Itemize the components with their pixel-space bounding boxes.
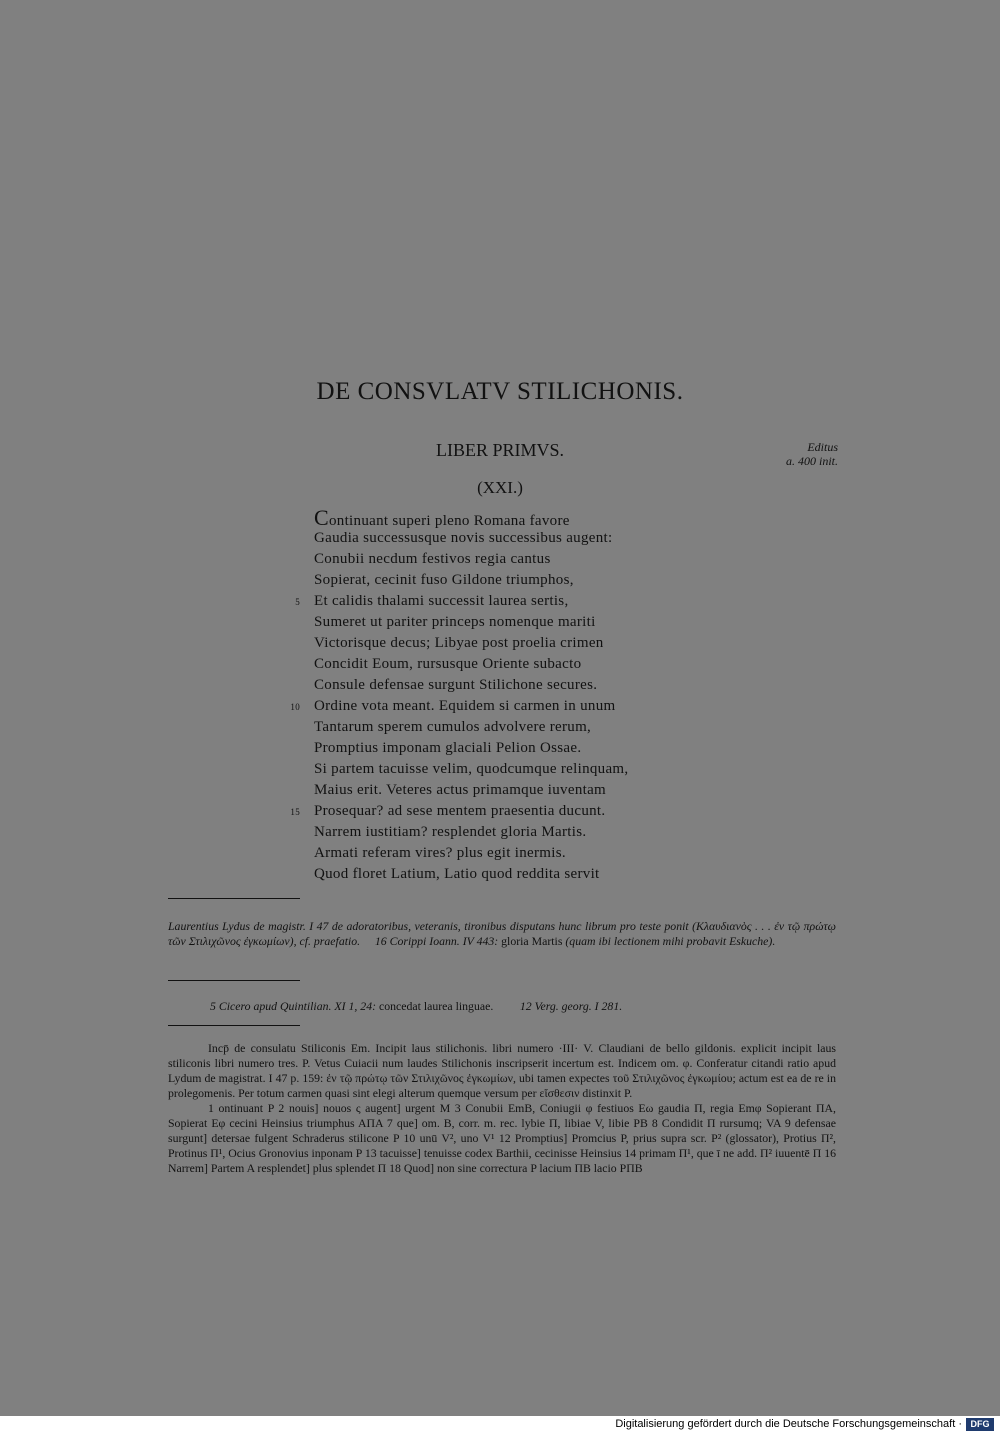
verse-line (314, 738, 628, 759)
verse-text: Concidit Eoum, rursusque Oriente subacto (314, 656, 582, 672)
verse-line (295, 591, 628, 612)
verse-text: ontinuant superi pleno Romana favore (328, 513, 570, 529)
rule-divider (168, 980, 300, 981)
verse-line (290, 801, 628, 822)
verse-line (314, 633, 628, 654)
verse-text: Ordine vota meant. Equidem si carmen in unum (314, 698, 616, 714)
poem-number: (XXI.) (477, 478, 523, 497)
verse-text: Si partem tacuisse velim, quodcumque relinquam, (314, 761, 629, 777)
loci-quote: concedat laurea linguae. (378, 999, 494, 1013)
verse-line (314, 507, 628, 528)
poem-text (290, 505, 629, 885)
apparatus-intro: Incp̄ de consulatu Stiliconis Em. Incipit laus stilichonis. libri numero ·III· V. Claudiani de bello gildonis. explicit incipit laus stiliconis libri numero tres. P. Vetus Cuiacii num laudes Stilichonis inscripserit incertum est. Indicem om. φ. Conferatur citandi ratio apud Lydum de magistrat. I 47 p. 159: ἐν τῷ πρώτῳ τῶν Στιλιχῶνος ἐγκωμίων, ubi tamen expectes τοῦ Στιλιχῶνος ἐγκωμίου; actum est ea de re in prolegomenis. Per totum carmen quasi sint elegi alterum quemque versum per εἴσθεσιν distinxit P. (168, 1041, 836, 1100)
verse-text: Armati referam vires? plus egit inermis. (314, 845, 566, 861)
verse-line (314, 675, 628, 696)
line-number: 5 (295, 597, 300, 607)
loci-similes (210, 999, 830, 1014)
verse-text: Consule defensae surgunt Stilichone secures. (314, 677, 598, 693)
testimonia-source: Laurentius Lydus de magistr. I 47 de adoratoribus, veteranis, tironibus disputans hunc librum pro teste ponit (Κλαυδιανὸς . . . ἐν τῷ πρώτῳ τῶν Στιλιχῶνος ἐγκωμίων), cf. praefatio. (168, 919, 836, 948)
testimonia-quote: gloria Martis (501, 934, 563, 948)
rule-divider (168, 898, 300, 899)
critical-apparatus (168, 1041, 836, 1176)
loci-ref-cicero: 5 Cicero apud Quintilian. XI 1, 24: (210, 999, 377, 1013)
verse-line (314, 822, 628, 843)
line-number: 15 (290, 807, 300, 817)
verse-text: Sopierat, cecinit fuso Gildone triumphos, (314, 572, 574, 588)
footer-bar (0, 1416, 1000, 1434)
verse-text: Conubii necdum festivos regia cantus (314, 551, 551, 567)
verse-line (314, 549, 628, 570)
loci-ref-vergil: 12 Verg. georg. I 281. (519, 999, 623, 1013)
testimonia-ref: 16 Corippi Ioann. IV 443: (374, 934, 499, 948)
verse-line (314, 780, 628, 801)
verse-text: Gaudia successusque novis successibus augent: (314, 530, 613, 546)
dfg-logo: DFG (966, 1418, 994, 1431)
verse-line (314, 570, 628, 591)
verse-line (314, 654, 628, 675)
funding-credit: Digitalisierung gefördert durch die Deutsche Forschungsgemeinschaft · (615, 1418, 962, 1430)
verse-text: Et calidis thalami successit laurea sertis, (314, 593, 569, 609)
edition-note (786, 440, 838, 468)
verse-text: Maius erit. Veteres actus primamque iuventam (314, 782, 607, 798)
verse-text: Prosequar? ad sese mentem praesentia ducunt. (314, 803, 606, 819)
verse-text: Narrem iustitiam? resplendet gloria Martis. (314, 824, 587, 840)
line-number: 10 (290, 702, 300, 712)
verse-line (314, 717, 628, 738)
verse-line (314, 612, 628, 633)
edition-note-line2: a. 400 init. (785, 454, 838, 468)
initial-letter: C (314, 505, 329, 530)
page-title: DE CONSVLATV STILICHONIS. (316, 378, 684, 405)
apparatus-notes: 1 ontinuant P 2 nouis] nouos ς augent] urgent M 3 Conubii EmB, Coniugii φ festiuos Eω gaudia Π, regia Emφ Sopierant ΠA, Sopierat Eφ cecini Heinsius triumphus AΠA 7 que] om. B, corr. m. rec. lybie Π, libiae V, libie PB 8 Condidit Π rursumq; VA 9 defensae surgunt] detersae fulgent Schraderus stilicone P 10 unū V², uno V¹ 12 Promptius] Promcius P, prius supra scr. P² (glossator), Protius Π², Protinus Π¹, Ocius Gronovius inponam P 13 tacuisse] tenuisse codex Barthii, cecinisse Heinsius 14 primam Π¹, que ī ne add. Π² iuuentē Π 16 Narrem] Partem A resplendet] plus splendet Π 18 Quod] non sine correctura P lacium ΠB lacio PΠB (168, 1101, 836, 1175)
verse-line (290, 696, 628, 717)
verse-text: Tantarum sperem cumulos advolvere rerum, (314, 719, 592, 735)
verse-line (314, 864, 628, 885)
verse-text: Sumeret ut pariter princeps nomenque mariti (314, 614, 596, 630)
verse-line (314, 843, 628, 864)
verse-text: Victorisque decus; Libyae post proelia crimen (314, 635, 604, 651)
testimonia (168, 919, 836, 949)
verse-text: Promptius imponam glaciali Pelion Ossae. (314, 740, 582, 756)
rule-divider (168, 1025, 300, 1026)
verse-line (314, 759, 628, 780)
verse-line (314, 528, 628, 549)
testimonia-comment: (quam ibi lectionem mihi probavit Eskuche). (565, 934, 776, 948)
verse-text: Quod floret Latium, Latio quod reddita servit (314, 866, 600, 882)
book-heading: LIBER PRIMVS. (435, 440, 565, 460)
edition-note-line1: Editus (807, 440, 838, 454)
